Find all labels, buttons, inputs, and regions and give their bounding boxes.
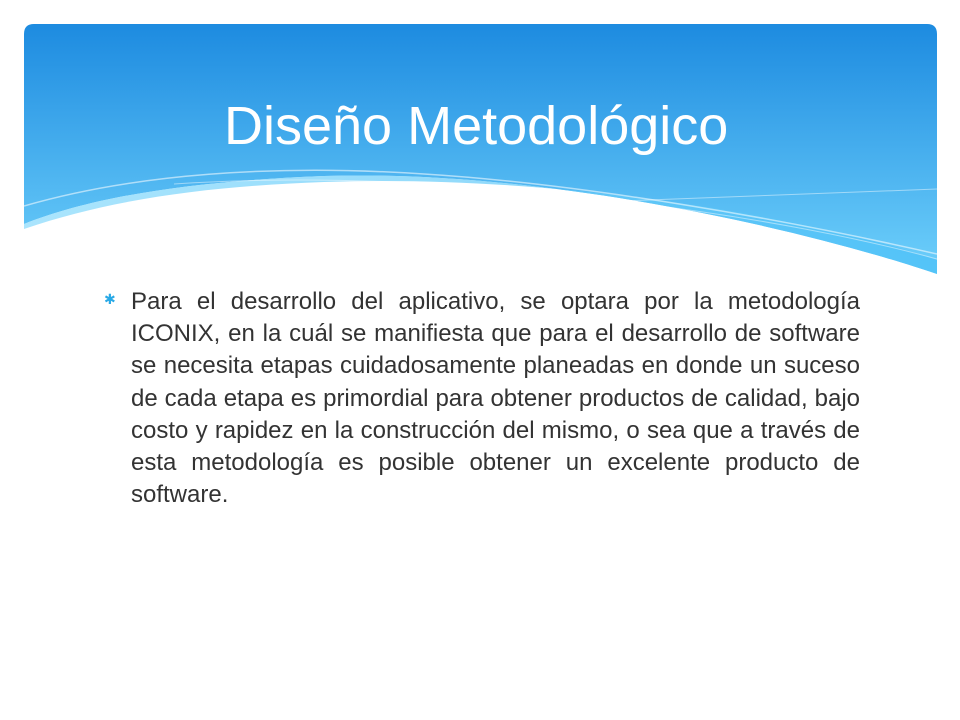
slide-title: Diseño Metodológico: [224, 96, 729, 156]
header-banner: [24, 24, 937, 274]
bullet-text: Para el desarrollo del aplicativo, se optara por la metodología ICONIX, en la cuál se manifiesta que para el desarrollo de software se necesita etapas cuidadosamente planeadas en donde un suceso de cada etapa es primordial para obtener productos de calidad, bajo costo y rapidez en la construcción del mismo, o sea que a través de esta metodología es posible obtener un excelente producto de software.: [131, 288, 860, 509]
asterisk-bullet-icon: ✱: [104, 291, 116, 307]
slide-content: [104, 286, 860, 511]
bullet-item: [104, 286, 860, 511]
